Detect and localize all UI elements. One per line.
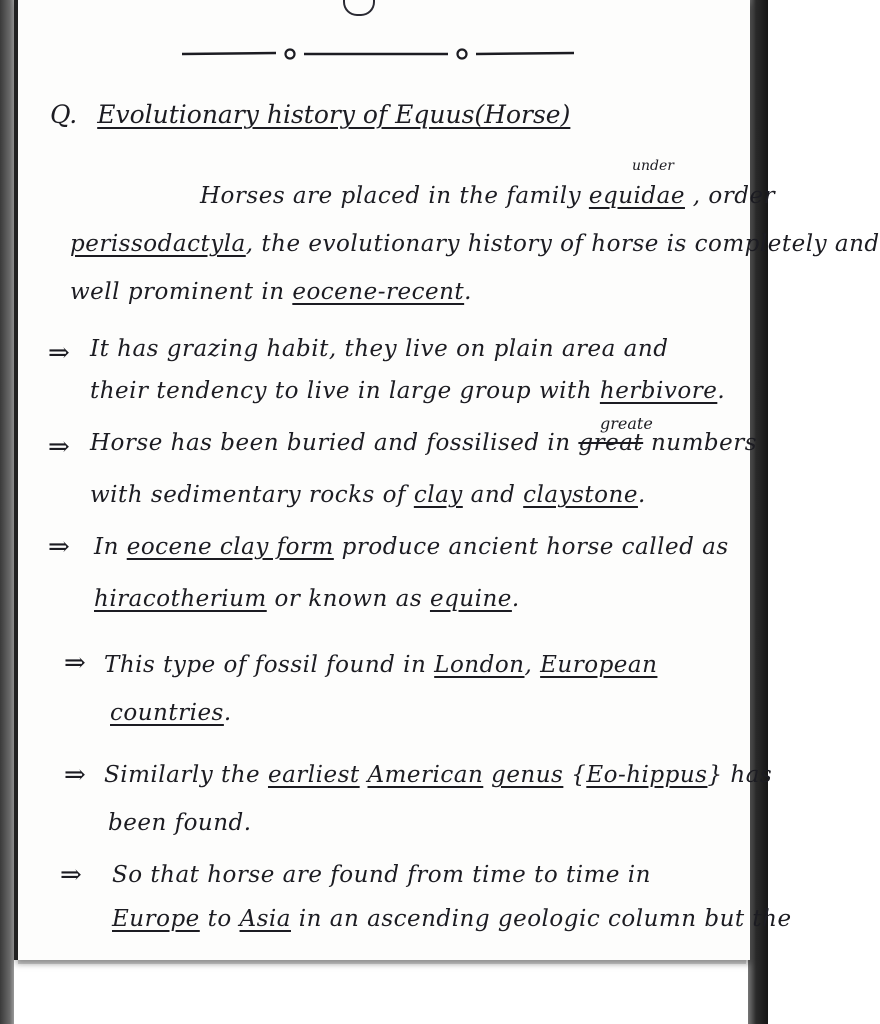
point-text: Horse has been buried and fossilised in [90,430,579,456]
point-text: { [563,762,587,788]
bullet-arrow-icon: ⇒ [48,338,70,368]
intro-text: , order [684,183,776,209]
point-1-line-2 [90,378,725,404]
term-clay: clay [413,482,463,508]
term-eo-hippus: Eo-hippus [586,762,708,788]
point-text: . [637,482,646,508]
point-text: . [223,700,232,726]
term-hiracotherium: hiracotherium [94,586,267,612]
bullet-arrow-icon: ⇒ [60,860,82,890]
term-europe: Europe [112,906,200,932]
desk-background-left [0,0,14,1024]
point-text: Similarly the [104,762,268,788]
inserted-word-greate: greate [600,414,653,433]
point-4-line-1 [104,652,657,678]
point-4-line-2 [110,700,232,726]
point-text: , [524,652,541,678]
intro-text: Horses are placed in the family [200,183,589,209]
point-2-line-1 [90,430,757,456]
point-text: produce ancient horse called as [333,534,729,560]
term-genus: genus [491,762,564,788]
inserted-word-under: under [632,158,674,174]
point-text: . [511,586,520,612]
page-top-mark [343,0,375,16]
term-european: European [540,652,658,678]
intro-text: , the evolutionary history of horse is completely and [245,231,880,257]
intro-line-3 [70,279,472,305]
term-claystone: claystone [523,482,638,508]
point-text: with sedimentary rocks of [90,482,414,508]
point-text: their tendency to live in large group with [90,378,600,404]
point-text: . [717,378,726,404]
point-text: in an ascending geologic column but the [290,906,792,932]
term-herbivore: herbivore [599,378,718,404]
term-london: London [434,652,525,678]
question-title [50,100,570,129]
point-text: to [199,906,240,932]
term-equine: equine [429,586,512,612]
point-3-line-2 [94,586,520,612]
point-text: This type of fossil found in [104,652,435,678]
point-text: In [94,534,127,560]
desk-background-right [748,0,768,1024]
struck-word: great [578,430,644,456]
intro-line-1 [200,183,775,209]
point-6-line-2 [112,906,792,932]
term-eocene-clay-form: eocene clay form [126,534,334,560]
question-number: Q. [50,100,78,129]
point-text: } has [707,762,773,788]
intro-line-2 [70,231,880,257]
point-6-line-1: So that horse are found from time to time in [112,862,651,888]
bullet-arrow-icon: ⇒ [64,760,86,790]
point-2-line-2 [90,482,646,508]
section-divider-ornament [0,44,768,64]
term-eocene-recent: eocene-recent [292,279,465,305]
point-5-line-2: been found. [108,810,252,836]
point-text: and [462,482,524,508]
title-text: Evolutionary history of Equus(Horse) [97,100,571,129]
term-countries: countries [110,700,224,726]
bullet-arrow-icon: ⇒ [48,432,70,462]
term-perissodactyla: perissodactyla [70,231,246,257]
point-text [483,762,491,788]
term-asia: Asia [239,906,291,932]
intro-text: . [464,279,472,305]
point-1-line-1: It has grazing habit, they live on plain area and [90,336,669,362]
term-earliest: earliest [267,762,360,788]
term-american: American [367,762,484,788]
intro-text: well prominent in [70,279,293,305]
bullet-arrow-icon: ⇒ [48,532,70,562]
term-equidae: equidae [588,183,685,209]
point-text: or known as [266,586,430,612]
point-5-line-1 [104,762,772,788]
point-text: numbers [643,430,758,456]
bullet-arrow-icon: ⇒ [64,648,86,678]
point-3-line-1 [94,534,729,560]
